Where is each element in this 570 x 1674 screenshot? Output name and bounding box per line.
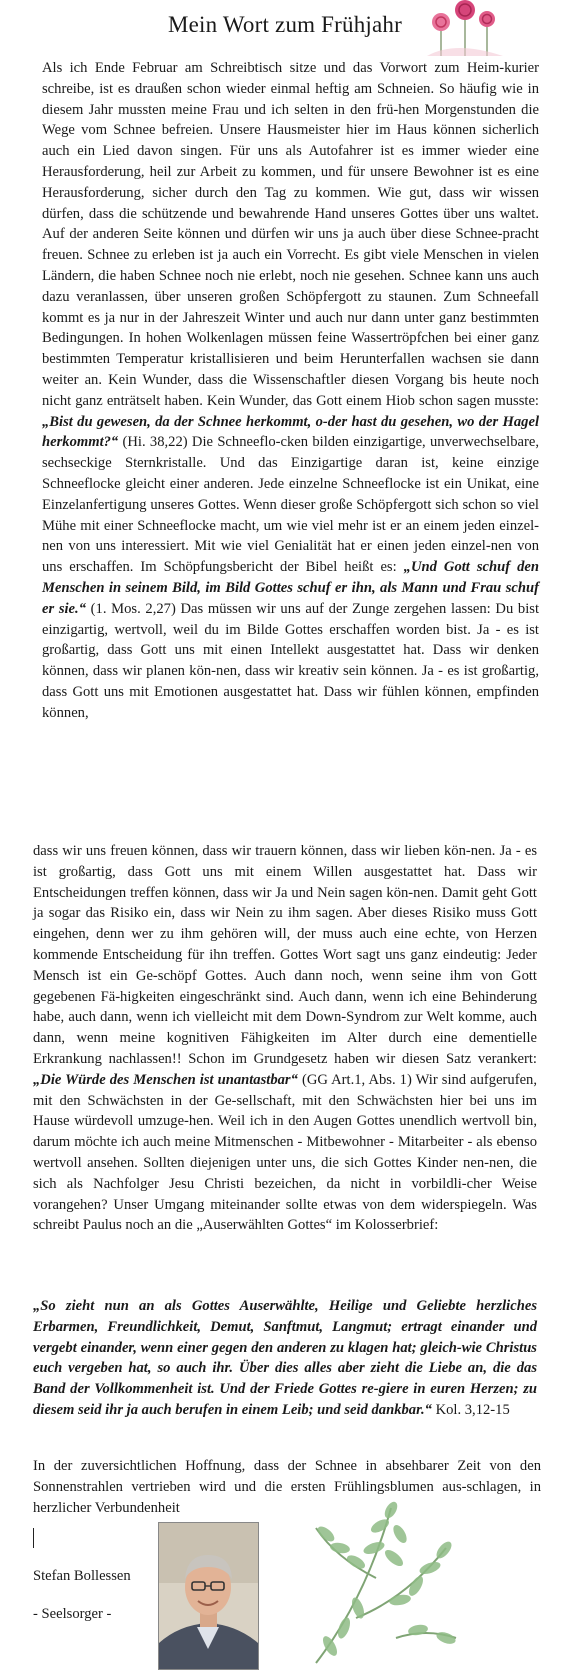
paragraph-text: (1. Mos. 2,27) Das müssen wir uns auf der Zunge zergehen lassen: Du bist einzigartig, wertvoll, weil du im Bilde Gottes erschaffen worden bist. Ja - es ist großartig, dass Gott uns mit einen Intellekt ausgestattet hat. Dass wir denken können, dass wir planen kön-nen, dass wir kreativ sein können. Ja - es ist großartig, dass Gott uns mit Emotionen ausgestattet hat. Dass wir fühlen können, empfinden können, xyxy=(42,600,539,721)
text-cursor xyxy=(33,1528,34,1548)
page-title: Mein Wort zum Frühjahr xyxy=(167,12,402,37)
closing-paragraph: In der zuversichtlichen Hoffnung, dass der Schnee in absehbarer Zeit von den Sonnenstrahlen vertrieben wird und die ersten Frühlingsblumen aus-schlagen, in herzlicher Verbundenheit xyxy=(33,1458,541,1516)
paragraph-text: dass wir uns freuen können, dass wir trauern können, dass wir lieben kön-nen. Ja - es ist großartig, dass Gott uns mit einem Willen ausgestattet hat. Dass wir Entscheidungen treffen können, dass wir Ja und Nein sagen kön-nen. Damit geht Gott ja sogar das Risiko ein, dass wir Nein zu ihm sagen. Aber dieses Risiko muss Gott eingehen, denn wer zu ihm gehören will, der muss auch eine echte, von Herzen kommende Entscheidung für ihn treffen. Gottes Wort sagt uns ganz eindeutig: Jeder Mensch ist ein Ge-schöpf Gottes. Auch dann noch, wenn seine ihm von Gott gegebenen Fä-higkeiten eingeschränkt sind. Auch dann, wenn ich eine Behinderung habe, auch dann, wenn ich vielleicht mit dem Down-Syndrom zur Welt komme, auch dann, wenn meine kognitiven Fähigkeiten im Alter durch eine dementielle Erkrankung nachlassen!! Schon im Grundgesetz haben wir diesen Satz verankert: xyxy=(33,843,537,1067)
continuation-paragraph xyxy=(33,841,537,1236)
kolosser-quote: „So zieht nun an als Gottes Auserwählte, Heilige und Geliebte herzliches Erbarmen, Freundlichkeit, Demut, Sanftmut, Langmut; ertragt einander und vergebt einander, wenn einer gegen den anderen zu klagen hat; gleich-wie Christus euch vergeben hat, so auch ihr. Über dies alles aber zieht die Liebe an, die das Band der Vollkommenheit ist. Und der Friede Gottes re-giere in euren Herzen; zu diesem seid ihr ja auch berufen in einem Leib; und seid dankbar.“ xyxy=(33,1298,537,1418)
intro-paragraph xyxy=(42,58,539,724)
signature-role: - Seelsorger - xyxy=(33,1606,112,1622)
signature-name: Stefan Bollessen xyxy=(33,1568,131,1584)
paragraph-text: (Hi. 38,22) Die Schneeflo-cken bilden einzigartige, unverwechselbare, sechseckige Sternkristalle. Und das Einzigartige daran ist, keine einzige Schneeflocke gleicht einer anderen. Jede einzelne Schneeflocke ist ein Unikat, eine Einzelanfertigung unseres Gottes. Wenn dieser große Schöpfergott sich schon so viel Mühe mit einer Schneeflocke macht, um wie viel mehr ist er an einem jeden einzel-nen von uns interessiert. Mit wie viel Genialität hat er einen jeden einzel-nen von uns erschaffen. Im Schöpfungsbericht der Bibel heißt es: xyxy=(42,434,539,576)
portrait-photo xyxy=(158,1522,259,1670)
kolosser-reference: Kol. 3,12-15 xyxy=(431,1401,510,1418)
green-leaf-branch-icon xyxy=(296,1488,471,1672)
paragraph-text: (GG Art.1, Abs. 1) Wir sind aufgerufen, mit den Schwächsten in der Ge-sellschaft, mit den Schwächsten hier bei uns im Hause würdevoll umzuge-hen. Weil ich in den Augen Gottes unendlich wertvoll bin, darum möchte ich auch meine Mitmenschen - Mitbewohner - Mitarbeiter - als ebenso wertvoll ansehen. Sollten diejenigen unter uns, die sich Gottes Kinder nen-nen, die sich als Nachfolger Jesu Christi bezeichen, da nicht in vorbildli-cher Weise vorangehen? Unser Umgang miteinander sollte etwas von dem widerspiegeln. Was schreibt Paulus noch an die „Auserwählten Gottes“ im Kolosserbrief: xyxy=(33,1071,537,1234)
paragraph-text: Als ich Ende Februar am Schreibtisch sitze und das Vorwort zum Heim-kurier schreibe, ist es draußen schon wieder einmal heftig am Schneien. So häufig wie in diesem Jahr mussten meine Frau und ich selten in den frü-hen Morgenstunden die Wege vom Schnee befreien. Unsere Hausmeister hier im Haus können sicherlich auch ein Lied davon singen. Für uns als Autofahrer ist es immer wieder eine Herausforderung, heil zur Arbeit zu kommen, und für unsere Bewohner ist es eine Herausforderung, sicher durch den Tag zu kommen. Wie gut, dass wir wissen dürfen, dass die schützende und bewahrende Hand unseres Gottes über uns waltet. Auf der anderen Seite können und dürfen wir uns ja auch über diese Schnee-pracht freuen. Schnee zu erleben ist ja auch ein Vorrecht. Es gibt viele Menschen in vielen Ländern, die haben Schnee noch nie erlebt, noch nie gesehen. Schnee kann uns auch dazu veranlassen, über unseren großen Schöpfergott zu staunen. Zum Schneefall kommt es ja nur in der Jahreszeit Winter und auch nur dann unter ganz bestimmten Bedingungen. In hohen Wolkenlagen müssen feine Wassertröpfchen bei einer ganz bestimmten Temperatur kristallisieren und beim Herunterfallen wachsen sie dann weiter an. Kein Wunder, dass die Wissenschaftler diesen Vorgang bis heute noch nicht ganz enträtselt haben. Kein Wunder, das Gott einem Hiob schon sagen musste: xyxy=(42,60,539,409)
pink-lollipop-flowers-icon xyxy=(425,0,505,58)
kolosser-quote-paragraph xyxy=(33,1296,537,1421)
bible-quote-hiob: „Bist du gewesen, da der Schnee herkommt, o-der hast du gesehen, wo der Hagel herkommt?“ xyxy=(42,413,539,451)
bible-quote-genesis: „Und Gott schuf den Menschen in seinem Bild, im Bild Gottes schuf er ihn, als Mann und Frau schuf er sie.“ xyxy=(42,559,539,617)
grundgesetz-quote: „Die Würde des Menschen ist unantastbar“ xyxy=(33,1071,298,1088)
